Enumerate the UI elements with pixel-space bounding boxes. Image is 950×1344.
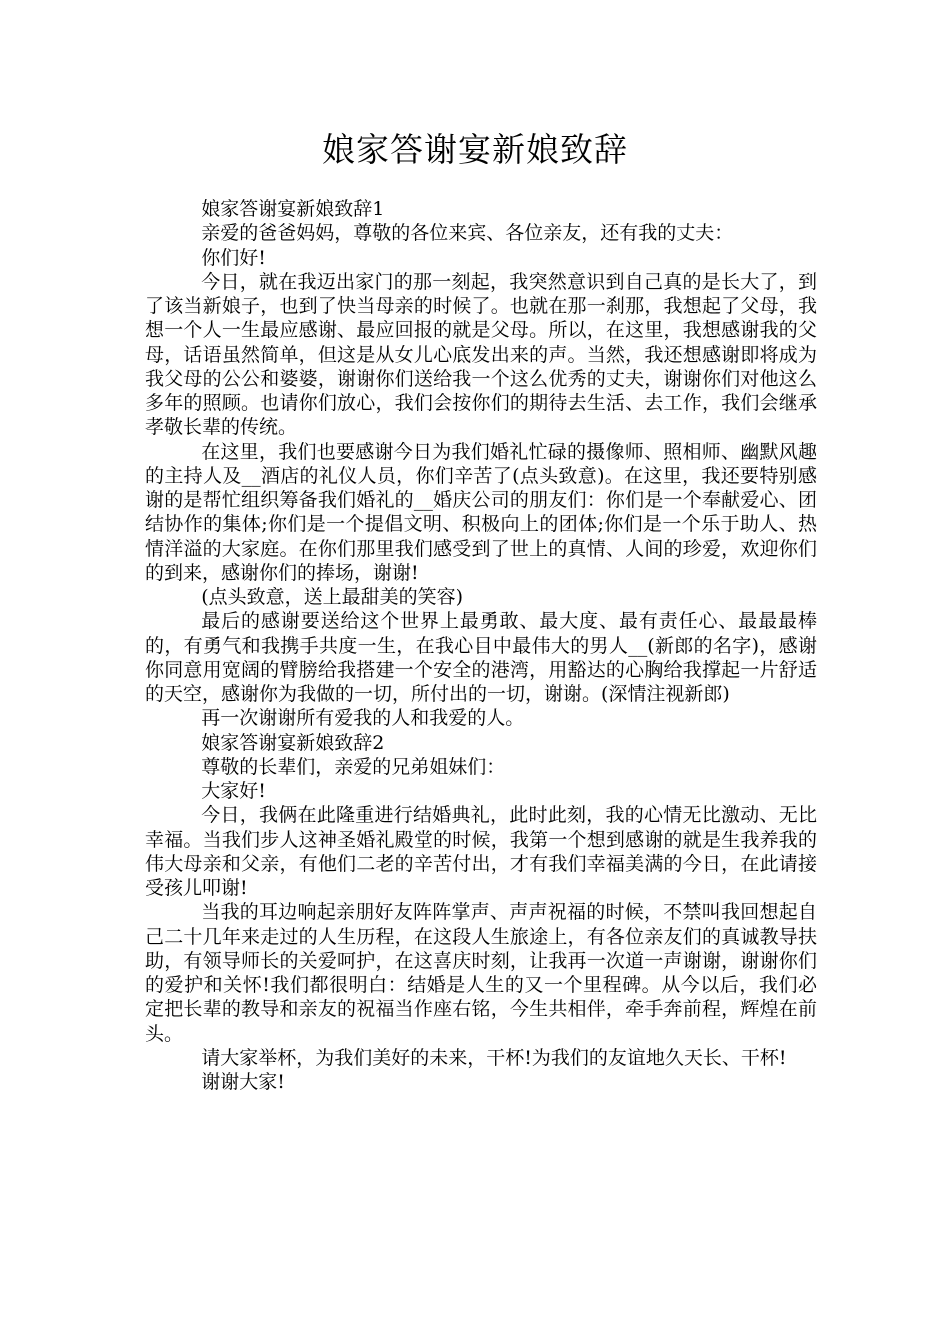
stage-direction-paragraph: (点头致意，送上最甜美的笑容)	[201, 586, 464, 608]
body-paragraph: 今日，就在我迈出家门的那一刻起，我突然意识到自己真的是长大了，到了该当新娘子，也到了快当母亲的时候了。也就在那一刹那，我想起了父母，我想一个人一生最应感谢、最应回报的就是父母。所以，在这里，我想感谢我的父母，话语虽然简单，但这是从女儿心底发出来的声。当然，我还想感谢即将成为我父母的公公和婆婆，谢谢你们送给我一个这么优秀的丈夫，谢谢你们对他这么多年的照顾。也请你们放心，我们会按你们的期待去生活、去工作，我们会继承孝敬长辈的传统。	[145, 270, 817, 439]
body-paragraph: 当我的耳边响起亲朋好友阵阵掌声、声声祝福的时候，不禁叫我回想起自己二十几年来走过的人生历程，在这段人生旅途上，有各位亲友们的真诚教导扶助，有领导师长的关爱呵护，在这喜庆时刻，让我再一次道一声谢谢，谢谢你们的爱护和关怀!我们都很明白：结婚是人生的又一个里程碑。从今以后，我们必定把长辈的教导和亲友的祝福当作座右铭，今生共相伴，牵手奔前程，辉煌在前头。	[145, 901, 817, 1045]
document-body	[145, 197, 817, 1094]
section-heading-2: 娘家答谢宴新娘致辞2	[201, 731, 385, 754]
body-paragraph: 在这里，我们也要感谢今日为我们婚礼忙碌的摄像师、照相师、幽默风趣的主持人及__酒店的礼仪人员，你们辛苦了(点头致意)。在这里，我还要特别感谢的是帮忙组织筹备我们婚礼的__婚庆公司的朋友们：你们是一个奉献爱心、团结协作的集体;你们是一个提倡文明、积极向上的团体;你们是一个乐于助人、热情洋溢的大家庭。在你们那里我们感受到了世上的真情、人间的珍爱，欢迎你们的到来，感谢你们的捧场，谢谢!	[145, 440, 817, 584]
salutation-paragraph: 亲爱的爸爸妈妈，尊敬的各位来宾、各位亲友，还有我的丈夫：	[201, 222, 734, 245]
greeting-paragraph: 你们好!	[201, 246, 266, 269]
section-heading-1: 娘家答谢宴新娘致辞1	[201, 198, 385, 220]
closing-paragraph: 谢谢大家!	[201, 1071, 285, 1093]
greeting-paragraph: 大家好!	[201, 780, 266, 802]
body-paragraph: 今日，我俩在此隆重进行结婚典礼，此时此刻，我的心情无比激动、无比幸福。当我们步人这神圣婚礼殿堂的时候，我第一个想到感谢的就是生我养我的伟大母亲和父亲，有他们二老的辛苦付出，才有我们幸福美满的今日，在此请接受孩儿叩谢!	[145, 804, 817, 899]
salutation-paragraph: 尊敬的长辈们，亲爱的兄弟姐妹们：	[201, 755, 506, 778]
body-paragraph: 再一次谢谢所有爱我的人和我爱的人。	[201, 707, 525, 730]
body-paragraph: 最后的感谢要送给这个世界上最勇敢、最大度、最有责任心、最最最棒的，有勇气和我携手共度一生，在我心目中最伟大的男人__(新郎的名字)，感谢你同意用宽阔的臂膀给我搭建一个安全的港湾，用豁达的心胸给我撑起一片舒适的天空，感谢你为我做的一切，所付出的一切，谢谢。(深情注视新郎)	[145, 610, 817, 705]
document-title: 娘家答谢宴新娘致辞	[322, 130, 628, 169]
body-paragraph: 请大家举杯，为我们美好的未来，干杯!为我们的友谊地久天长、干杯!	[201, 1046, 787, 1069]
